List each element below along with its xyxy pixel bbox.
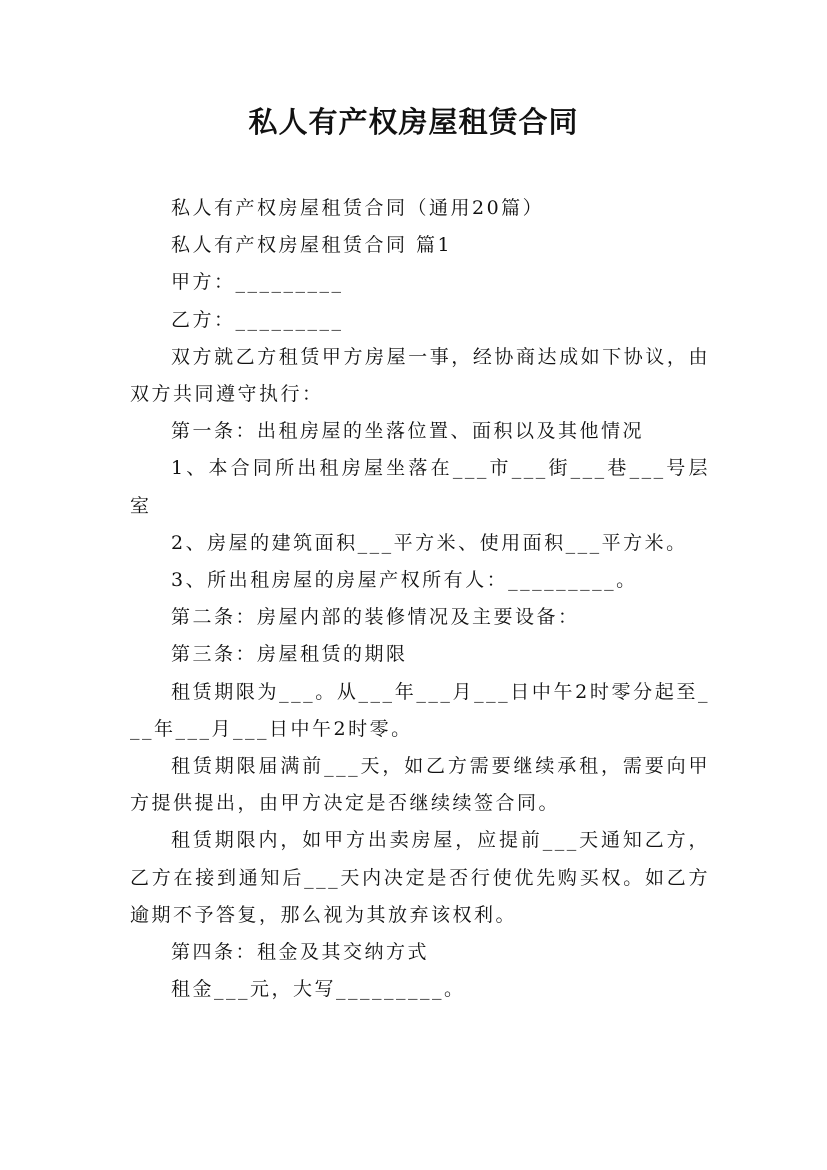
paragraph-article-2: 第二条：房屋内部的装修情况及主要设备： [171, 606, 580, 629]
paragraph-subtitle: 私人有产权房屋租赁合同（通用20篇） [171, 197, 545, 219]
paragraph-article-3: 第三条：房屋租赁的期限 [171, 643, 408, 666]
paragraph-sale-notice: 租赁期限内，如甲方出卖房屋，应提前___天通知乙方，乙方在接到通知后___天内决定是否行使优先购买权。如乙方逾期不予答复，那么视为其放弃该权利。 [130, 829, 710, 926]
paragraph-article-4: 第四条：租金及其交纳方式 [171, 941, 430, 964]
paragraph-article-1: 第一条：出租房屋的坐落位置、面积以及其他情况 [171, 420, 645, 443]
document-body [130, 190, 710, 1008]
paragraph-rent-amount: 租金___元，大写_________。 [171, 978, 466, 1001]
paragraph-renewal: 租赁期限届满前___天，如乙方需要继续承租，需要向甲方提供提出，由甲方决定是否继续续签合同。 [130, 755, 710, 815]
paragraph-section-heading: 私人有产权房屋租赁合同 篇1 [171, 234, 453, 257]
paragraph-agreement-intro: 双方就乙方租赁甲方房屋一事，经协商达成如下协议，由双方共同遵守执行： [130, 345, 710, 406]
paragraph-clause-1-1: 1、本合同所出租房屋坐落在___市___街___巷___号层室 [130, 457, 710, 517]
paragraph-party-a: 甲方：_________ [171, 271, 344, 294]
document-title: 私人有产权房屋租赁合同 [248, 105, 579, 139]
paragraph-clause-1-3: 3、所出租房屋的房屋产权所有人：_________。 [171, 569, 638, 592]
paragraph-party-b: 乙方：_________ [171, 308, 344, 331]
paragraph-lease-term: 租赁期限为___。从___年___月___日中午2时零分起至___年___月___日中午2时零。 [130, 680, 710, 740]
paragraph-clause-1-2: 2、房屋的建筑面积___平方米、使用面积___平方米。 [171, 531, 688, 554]
